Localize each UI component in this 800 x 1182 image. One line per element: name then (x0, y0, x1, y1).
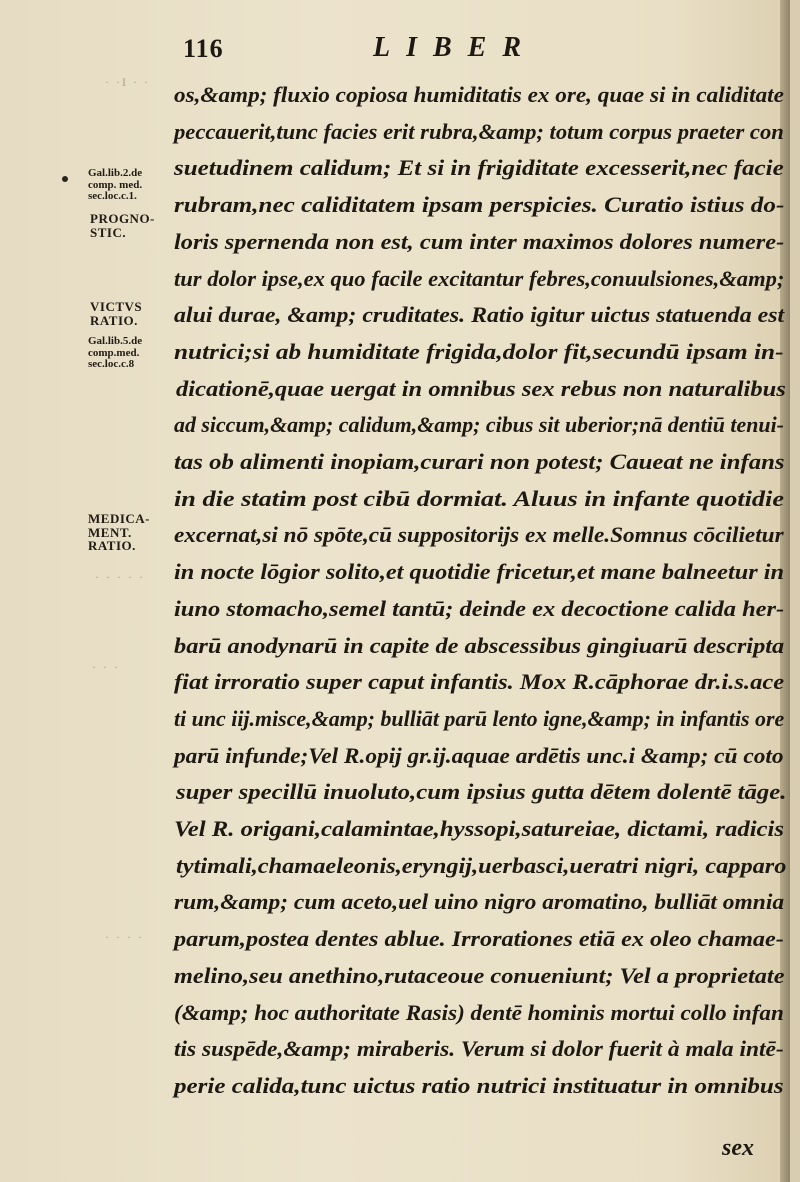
text-line: tur dolor ipse,ex quo facile excitantur febres,conuulsiones,&amp; (174, 265, 785, 291)
text-line: (&amp; hoc authoritate Rasis) dentē hominis mortui collo infan (174, 999, 784, 1025)
margin-note-medicament-ratio: MEDICA- MENT. RATIO. (88, 511, 150, 554)
text-line: suetudinem calidum; Et si in frigiditate excesserit,nec facie (174, 155, 784, 181)
margin-note-reference: Gal.lib.5.de comp.med. sec.loc.c.8 (88, 335, 143, 371)
text-line: parū infunde;Vel R.opij gr.ij.aquae ardētis unc.i &amp; cū coto (174, 742, 784, 768)
text-line: tas ob alimenti inopiam,curari non potest; Caueat ne infans (174, 449, 785, 474)
text-line: os,&amp; fluxio copiosa humiditatis ex ore, quae si in caliditate (174, 82, 784, 107)
text-line: rubram,nec caliditatem ipsam perspicies. Curatio istius do- (174, 192, 785, 218)
page-number: 116 (183, 34, 224, 63)
bleed-through-mark: · ·I · · (105, 75, 150, 89)
text-line: parum,postea dentes ablue. Irrorationes etiā ex oleo chamae- (174, 926, 784, 952)
text-line: barū anodynarū in capite de abscessibus gingiuarū descripta (174, 632, 785, 658)
margin-mark (62, 176, 68, 182)
page-header (183, 30, 623, 70)
margin-note-victus-ratio: VICTVS RATIO. (90, 299, 143, 328)
text-line: peccauerit,tunc facies erit rubra,&amp; totum corpus praeter con (174, 118, 784, 144)
text-line: super specillū inuoluto,cum ipsius gutta dētem dolentē tāge. (176, 779, 787, 805)
text-line: tytimali,chamaeleonis,eryngij,uerbasci,ueratri nigri, capparo (176, 852, 787, 878)
text-line: nutrici;si ab humiditate frigida,dolor fit,secundū ipsam in- (174, 338, 784, 364)
text-line: dicationē,quae uergat in omnibus sex rebus non naturalibus (176, 375, 786, 401)
text-line: tis suspēde,&amp; miraberis. Verum si dolor fuerit à mala intē- (174, 1036, 784, 1062)
text-line: fiat irroratio super caput infantis. Mox R.cāphorae dr.i.s.ace (174, 669, 785, 695)
text-line: excernat,si nō spōte,cū suppositorijs ex melle.Somnus cōcilietur (174, 522, 784, 548)
text-line: Vel R. origani,calamintae,hyssopi,satureiae, dictami, radicis (174, 816, 785, 841)
text-line: rum,&amp; cum aceto,uel uino nigro aromatino, bulliāt omnia (174, 889, 785, 915)
text-line: in die statim post cibū dormiat. Aluus in infante quotidie (174, 485, 784, 511)
catchword: sex (722, 1135, 754, 1161)
margin-note-reference: Gal.lib.2.de comp. med. sec.loc.c.1. (88, 167, 143, 203)
margin-note-prognostic: PROGNO- STIC. (90, 211, 155, 240)
bleed-through-mark: · · · · · (95, 570, 145, 584)
running-head: LIBER (373, 32, 538, 63)
text-line: ad siccum,&amp; calidum,&amp; cibus sit uberior;nā dentiū tenui- (174, 412, 784, 438)
text-line: melino,seu anethino,rutaceoue conueniunt; Vel a proprietate (174, 962, 785, 988)
text-line: in nocte lōgior solito,et quotidie fricetur,et mane balneetur in (174, 559, 785, 585)
bleed-through-mark: · · · · (105, 930, 144, 944)
text-line: loris spernenda non est, cum inter maximos dolores numere- (174, 228, 785, 254)
text-line: perie calida,tunc uictus ratio nutrici instituatur in omnibus (174, 1072, 784, 1098)
text-line: alui durae, &amp; cruditates. Ratio igitur uictus statuenda est (174, 302, 785, 328)
text-line: ti unc iij.misce,&amp; bulliāt parū lento igne,&amp; in infantis ore (174, 705, 785, 731)
text-line: iuno stomacho,semel tantū; deinde ex decoctione calida her- (174, 595, 785, 621)
body-text (174, 84, 786, 1134)
bleed-through-mark: · · · (92, 660, 120, 674)
